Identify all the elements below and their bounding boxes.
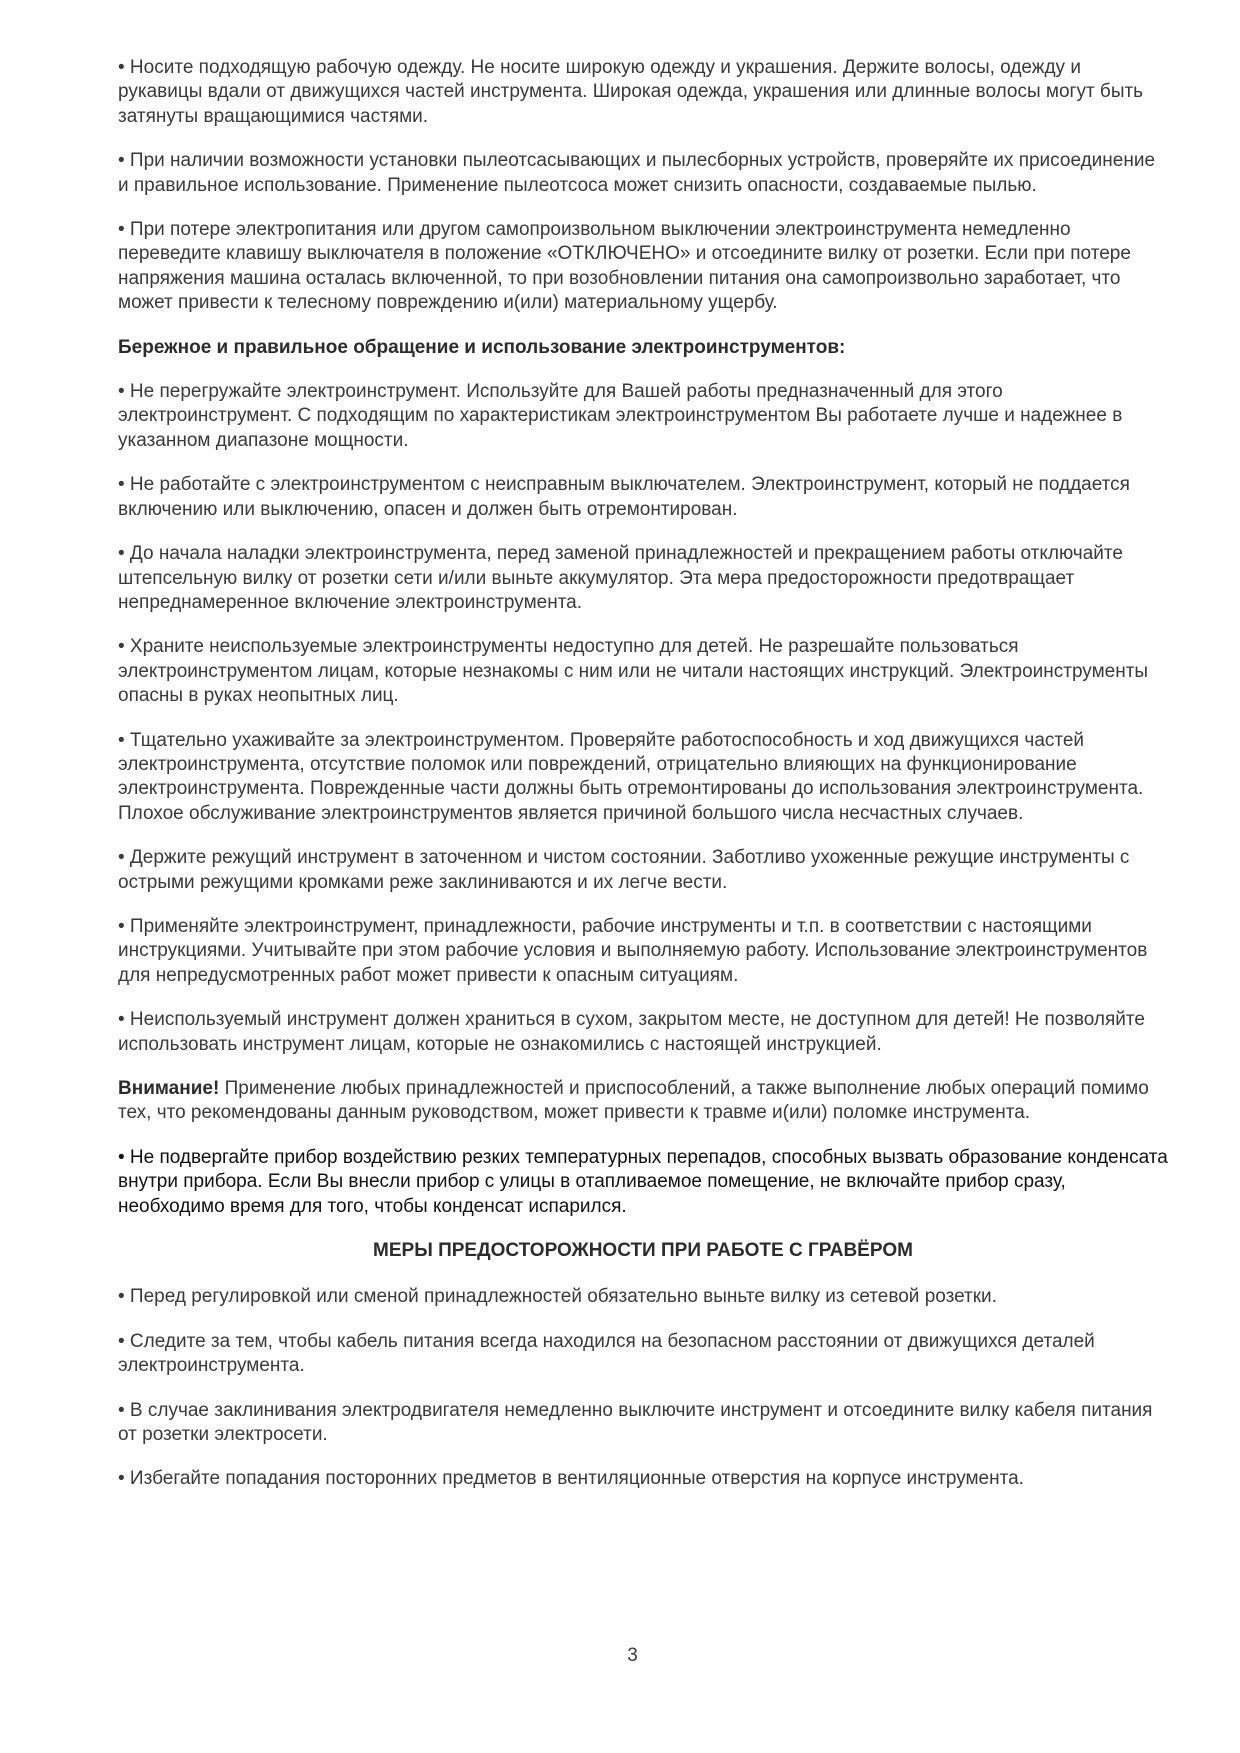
unplug-before-adjust-paragraph: • Перед регулировкой или сменой принадлежностей обязательно выньте вилку из сетевой розетки.: [118, 1286, 997, 1308]
maintenance-paragraph: • Тщательно ухаживайте за электроинструментом. Проверяйте работоспособность и ход движущихся частей электроинструмента, отсутствие поломок или повреждений, отрицательно влияющих на функционирование электроинструмента. Поврежденные части должны быть отремонтированы до использования электроинструмента. Плохое обслуживание электроинструментов является причиной большого числа несчастных случаев.: [118, 729, 1144, 824]
page-number: 3: [627, 1645, 638, 1666]
faulty-switch-paragraph: • Не работайте с электроинструментом с неисправным выключателем. Электроинструмент, который не поддается включению или выключению, опасен и должен быть отремонтирован.: [118, 474, 1130, 520]
clothing-paragraph: • Носите подходящую рабочую одежду. Не носите широкую одежду и украшения. Держите волосы, одежду и рукавицы вдали от движущихся частей инструмента. Широкая одежда, украшения или длинные волосы могут быть затянуты вращающимися частями.: [118, 57, 1144, 127]
power-loss-paragraph: • При потере электропитания или другом самопроизвольном выключении электроинструмента немедленно переведите клавишу выключателя в положение «ОТКЛЮЧЕНО» и отсоедините вилку от розетки. Если при потере напряжения машина осталась включенной, то при возобновлении питания она самопроизвольно заработает, что может привести к телесному повреждению и(или) материальному ущербу.: [118, 219, 1131, 314]
engraver-section-title: МЕРЫ ПРЕДОСТОРОЖНОСТИ ПРИ РАБОТЕ С ГРАВЁРОМ: [373, 1240, 913, 1262]
condensate-paragraph: • Не подвергайте прибор воздействию резких температурных перепадов, способных вызвать образование конденсата внутри прибора. Если Вы внесли прибор с улицы в отапливаемое помещение, не включайте прибор сразу, необходимо время для того, чтобы конденсат испарился.: [118, 1146, 1168, 1217]
care-heading: Бережное и правильное обращение и использование электроинструментов:: [118, 336, 846, 358]
motor-jam-paragraph: • В случае заклинивания электродвигателя немедленно выключите инструмент и отсоедините вилку кабеля питания от розетки электросети.: [118, 1399, 1153, 1446]
warning-paragraph: [118, 1077, 1168, 1126]
usage-instructions-paragraph: • Применяйте электроинструмент, принадлежности, рабочие инструменты и т.п. в соответствии с настоящими инструкциями. Учитывайте при этом рабочие условия и выполняемую работу. Использование электроинструментов для непредусмотренных работ может привести к опасным ситуациям.: [118, 915, 1148, 986]
cutting-tool-paragraph: • Держите режущий инструмент в заточенном и чистом состоянии. Заботливо ухоженные режущие инструменты с острыми режущими кромками реже заклиниваются и их легче вести.: [118, 847, 1130, 893]
dust-extraction-paragraph: • При наличии возможности установки пылеотсасывающих и пылесборных устройств, проверяйте их присоединение и правильное использование. Применение пылеотсоса может снизить опасности, создаваемые пылью.: [118, 150, 1156, 196]
storage-children-paragraph: • Храните неиспользуемые электроинструменты недоступно для детей. Не разрешайте пользоваться электроинструментом лицам, которые незнакомы с ним или не читали настоящих инструкций. Электроинструменты опасны в руках неопытных лиц.: [118, 636, 1149, 707]
disconnect-paragraph: • До начала наладки электроинструмента, перед заменой принадлежностей и прекращением работы отключайте штепсельную вилку от розетки сети и/или выньте аккумулятор. Эта мера предосторожности предотвращает непреднамеренное включение электроинструмента.: [118, 543, 1123, 613]
cable-distance-paragraph: • Следите за тем, чтобы кабель питания всегда находился на безопасном расстоянии от движущихся деталей электроинструмента.: [118, 1330, 1095, 1377]
overload-paragraph: • Не перегружайте электроинструмент. Используйте для Вашей работы предназначенный для этого электроинструмент. С подходящим по характеристикам электроинструментом Вы работаете лучше и надежнее в указанном диапазоне мощности.: [118, 381, 1123, 451]
document-page: [118, 56, 1168, 1512]
warning-text: Применение любых принадлежностей и приспособлений, а также выполнение любых операций помимо тех, что рекомендованы данным руководством, может привести к травме и(или) поломке инструмента.: [118, 1078, 1149, 1124]
ventilation-paragraph: • Избегайте попадания посторонних предметов в вентиляционные отверстия на корпусе инструмента.: [118, 1468, 1024, 1490]
dry-storage-paragraph: • Неиспользуемый инструмент должен храниться в сухом, закрытом месте, не доступном для детей! Не позволяйте использовать инструмент лицам, которые не ознакомились с настоящей инструкцией.: [118, 1009, 1145, 1055]
warning-label: Внимание!: [118, 1078, 220, 1099]
